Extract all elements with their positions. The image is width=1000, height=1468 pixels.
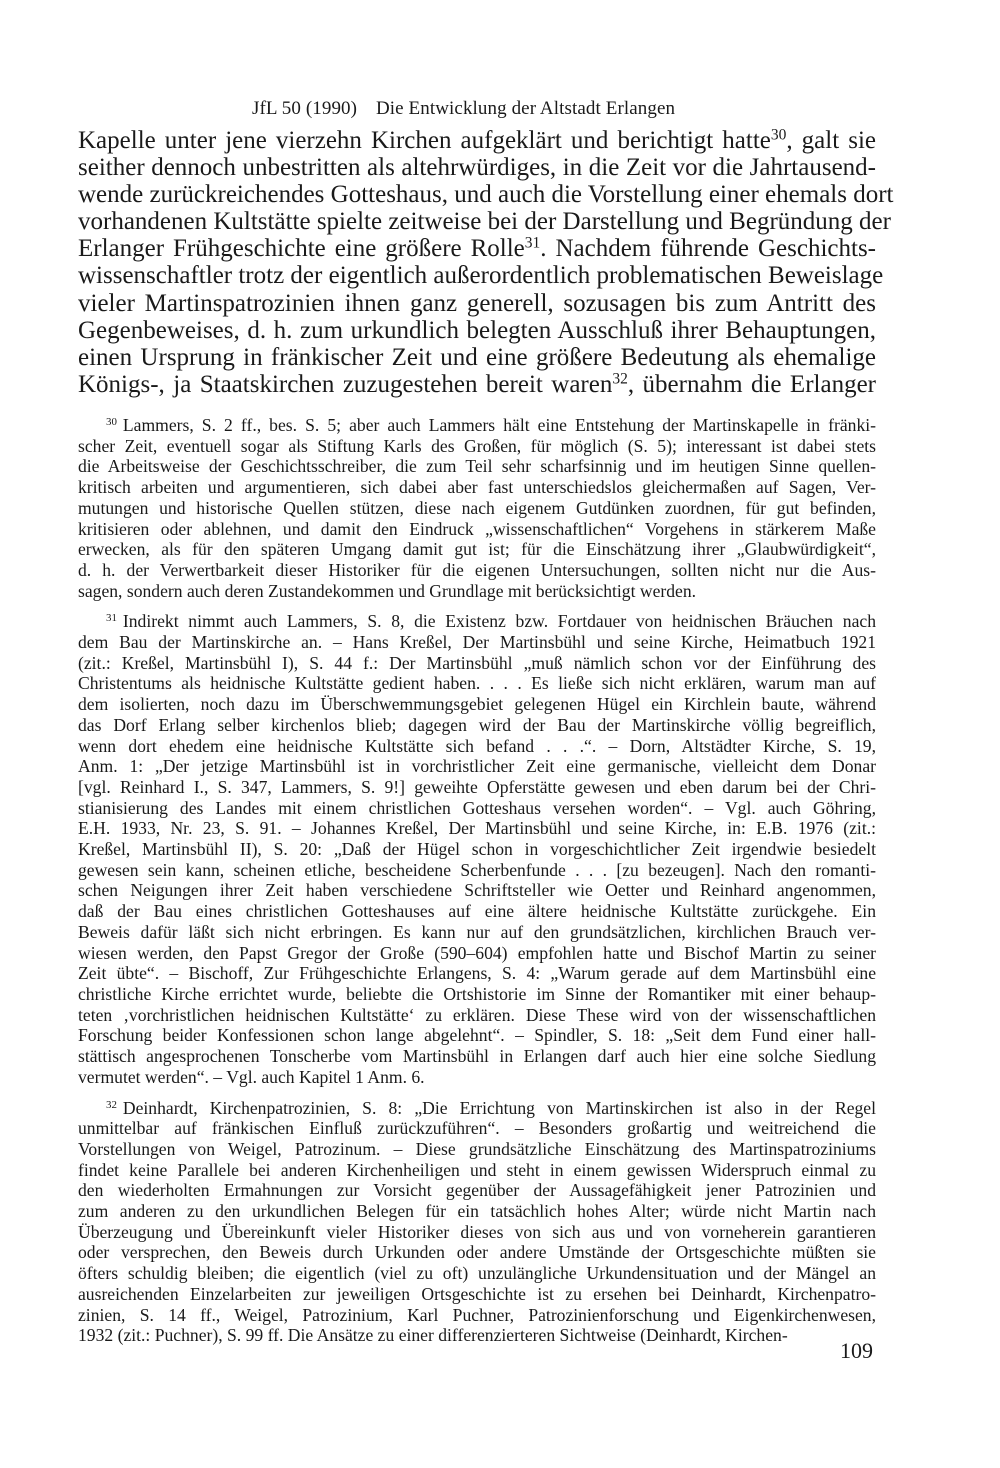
footnote-line: kritisieren oder ablehnen, und damit den Eindruck „wissenschaftlichen“ Vorgehens in stärkerem Maße xyxy=(78,518,876,539)
footnote-line: $^{30}$ Lammers, S. 2 ff., bes. S. 5; aber auch Lammers hält eine Entstehung der Martinskapelle in fränki- xyxy=(106,415,876,435)
footnote-line: die Arbeitsweise der Geschichtsschreiber, die zum Teil sehr scharfsinnig und im heutigen Sinne quellen- xyxy=(78,456,876,477)
footnote-line: dem isolierten, noch dazu im Überschwemmungsgebiet gelegenen Hügel ein Kirchlein baute, während xyxy=(78,694,876,715)
body-line: Gegenbeweises, d. h. zum urkundlich belegten Ausschluß ihrer Behauptungen, xyxy=(78,316,876,344)
footnote-line: findet keine Parallele bei anderen Kirchenheiligen und steht in einem gewissen Widerspruch einmal zu xyxy=(78,1159,876,1180)
footnote-line: stättisch angesprochenen Tonscherbe vom Martinsbühl in Erlangen darf auch hier eine solche Siedlung xyxy=(78,1046,876,1067)
footnote-line: öfters schuldig bleiben; die eigentlich (viel zu oft) unzulängliche Urkundensituation und der Mängel an xyxy=(78,1263,876,1284)
body-paragraph xyxy=(78,126,894,398)
footnote-reference: 30 xyxy=(770,126,787,144)
footnote-line: wiesen werden, den Papst Gregor der Große (590–604) empfohlen hatte und Bischof Martin zu seiner xyxy=(78,942,876,963)
footnote-line: gewesen sein kann, scheinen etliche, bescheidene Scherbenfunde . . . [zu bezeugen]. Nach den romanti- xyxy=(78,859,876,880)
footnote-line: Überzeugung und Übereinkunft vieler Historiker dieses von sich aus und von vorneherein garantieren xyxy=(78,1221,876,1242)
footnote-31 xyxy=(78,611,876,1087)
footnote-line: den wiederholten Ermahnungen zur Vorsicht gegenüber der Aussagefähigkeit jener Patrozinien und xyxy=(78,1180,876,1201)
body-line: vieler Martinspatrozinien ihnen ganz generell, sozusagen bis zum Antritt des xyxy=(78,289,876,317)
footnote-number: 30 xyxy=(106,416,117,428)
body-line: einen Ursprung in fränkischer Zeit und eine größere Bedeutung als ehemalige xyxy=(78,343,876,371)
page-number: 109 xyxy=(840,1338,873,1363)
footnote-line: das Dorf Erlang selber kirchenlos blieb; dagegen wird der Bau der Martinskirche völlig begreiflich, xyxy=(78,714,876,735)
footnote-line: Kreßel, Martinsbühl II), S. 20: „Daß der Hügel schon in vorgeschichtlicher Zeit irgendwie besiedelt xyxy=(78,839,876,860)
footnote-line: (zit.: Kreßel, Martinsbühl I), S. 44 f.: Der Martinsbühl „muß nämlich schon vor der Einführung des xyxy=(78,652,876,673)
footnote-number: 31 xyxy=(106,612,117,625)
footnote-30 xyxy=(78,415,876,601)
body-line: Erlanger Frühgeschichte eine größere Rolle$^{31}$. Nachdem führende Geschichts- xyxy=(78,234,877,263)
footnote-line: Forschung beider Konfessionen schon lange abgelehnt“. – Spindler, S. 18: „Seit dem Fund einer hall- xyxy=(78,1025,876,1046)
running-head xyxy=(252,98,675,120)
footnote-line: christliche Kirche errichtet wurde, beliebte die Ortshistorie im Sinne der Romantiker mit einer behaup- xyxy=(78,983,876,1004)
footnote-line: daß der Bau eines christlichen Gotteshauses auf eine ältere heidnische Kultstätte zurückgehe. Ein xyxy=(78,901,876,922)
footnote-line: E.H. 1933, Nr. 23, S. 91. – Johannes Kreßel, Der Martinsbühl und seine Kirche, in: E.B. 1976 (zit.: xyxy=(78,818,876,839)
body-line: wende zurückreichendes Gotteshaus, und auch die Vorstellung einer ehemals dort xyxy=(78,181,894,209)
footnote-line: stianisierung des Landes mit einem christlichen Gotteshaus versehen worden“. – Vgl. auch Göhring, xyxy=(78,797,876,818)
footnote-line: Christentums als heidnische Kultstätte gedient haben. . . . Es ließe sich nicht erklären, warum man auf xyxy=(78,673,876,694)
footnote-line: vermutet werden“. – Vgl. auch Kapitel 1 Anm. 6. xyxy=(78,1066,425,1087)
footnote-line: sagen, sondern auch deren Zustandekommen und Grundlage mit berücksichtigt werden. xyxy=(78,580,697,601)
running-title: Die Entwicklung der Altstadt Erlangen xyxy=(375,98,676,119)
footnote-line: Beweis dafür läßt sich nicht erbringen. Es kann nur auf den grundsätzlichen, kirchlichen Brauch ver- xyxy=(78,921,876,942)
footnote-line: zinien, S. 14 ff., Weigel, Patrozinium, Karl Puchner, Patrozinienforschung und Eigenkirchenwesen, xyxy=(78,1304,876,1325)
footnote-line: Vorstellungen von Weigel, Patrozinum. – Diese grundsätzliche Einschätzung des Martinspatroziniums xyxy=(78,1138,876,1159)
footnote-line: scher Zeit, eventuell sogar als Stiftung Karls des Großen, für möglich (S. 5); interessant ist dabei stets xyxy=(78,435,876,456)
body-line: wissenschaftler trotz der eigentlich außerordentlich problematischen Beweislage xyxy=(78,262,884,290)
journal-reference: JfL 50 (1990) xyxy=(252,98,358,119)
footnote-line: $^{32}$ Deinhardt, Kirchenpatrozinien, S. 8: „Die Errichtung von Martinskirchen ist also in der Regel xyxy=(106,1097,876,1118)
footnote-line: oder versprechen, den Beweis durch Urkunden oder andere Umstände der Ortsgeschichte müßten sie xyxy=(78,1242,876,1263)
footnote-line: teten ‚vorchristlichen heidnischen Kultstätte‘ zu erklären. Diese These wird von der wissenschaftlichen xyxy=(78,1004,876,1025)
footnote-number: 32 xyxy=(106,1098,117,1111)
footnote-32 xyxy=(78,1098,876,1346)
footnote-line: kritisch arbeiten und argumentieren, sich dabei aber fast unterschiedslos gleichermaßen auf Sagen, Ver- xyxy=(78,477,876,498)
footnote-line: wenn dort ehedem eine heidnische Kultstätte sich befand . . .“. – Dorn, Altstädter Kirche, S. 19, xyxy=(78,735,876,756)
footnote-line: d. h. der Verwertbarkeit dieser Historiker für die eigenen Untersuchungen, sollten nicht nur die Aus- xyxy=(78,559,876,580)
body-line: seither dennoch unbestritten als altehrwürdiges, in die Zeit vor die Jahrtausend- xyxy=(78,154,876,182)
footnote-line: erwecken, als für den späteren Umgang damit gut ist; für die Einschätzung ihrer „Glaubwürdigkeit“, xyxy=(78,539,876,560)
footnote-reference: 31 xyxy=(524,234,541,252)
footnote-line: unmittelbar auf fränkischen Einfluß zurückzuführen“. – Besonders großartig und weitreichend die xyxy=(78,1118,876,1139)
footnote-reference: 32 xyxy=(612,370,628,388)
footnote-line: $^{31}$ Indirekt nimmt auch Lammers, S. 8, die Existenz bzw. Fortdauer von heidnischen Bräuchen nach xyxy=(106,611,876,632)
footnote-line: Anm. 1: „Der jetzige Martinsbühl ist in vorchristlicher Zeit eine germanische, vielleicht dem Donar xyxy=(78,756,876,777)
footnote-line: 1932 (zit.: Puchner), S. 99 ff. Die Ansätze zu einer differenzierteren Sichtweise (Deinhardt, Kirchen- xyxy=(78,1325,788,1346)
footnote-line: ausreichenden Einzelarbeiten zur jeweiligen Ortsgeschichte ist zu ersehen bei Deinhardt, Kirchenpatro- xyxy=(78,1283,876,1304)
footnote-line: [vgl. Reinhard I., S. 347, Lammers, S. 9!] geweihte Opferstätte gewesen und eben darum bei der Chri- xyxy=(78,776,876,797)
body-line: vorhandenen Kultstätte spielte zeitweise bei der Darstellung und Begründung der xyxy=(78,208,891,236)
footnote-line: Zeit übte“. – Bischoff, Zur Frühgeschichte Erlangens, S. 4: „Warum gerade auf dem Martinsbühl eine xyxy=(78,963,876,984)
body-line: Königs-, ja Staatskirchen zuzugestehen bereit waren$^{32}$, übernahm die Erlanger xyxy=(78,370,876,398)
body-line: Kapelle unter jene vierzehn Kirchen aufgeklärt und berichtigt hatte$^{30}$, galt sie xyxy=(78,126,876,154)
footnote-line: mutungen und historische Quellen stützen, diese nach eigenem Gutdünken zuordnen, für gut befinden, xyxy=(78,497,876,518)
footnote-line: schen Neigungen ihrer Zeit haben verschiedene Schriftsteller wie Oetter und Reinhard angenommen, xyxy=(78,880,876,901)
footnotes xyxy=(78,415,876,1346)
footnote-line: zum anderen zu den urkundlichen Belegen für ein tatsächlich hohes Alter; würde nicht Martin nach xyxy=(78,1201,876,1222)
footnote-line: dem Bau der Martinskirche an. – Hans Kreßel, Der Martinsbühl und seine Kirche, Heimatbuch 1921 xyxy=(78,632,876,653)
